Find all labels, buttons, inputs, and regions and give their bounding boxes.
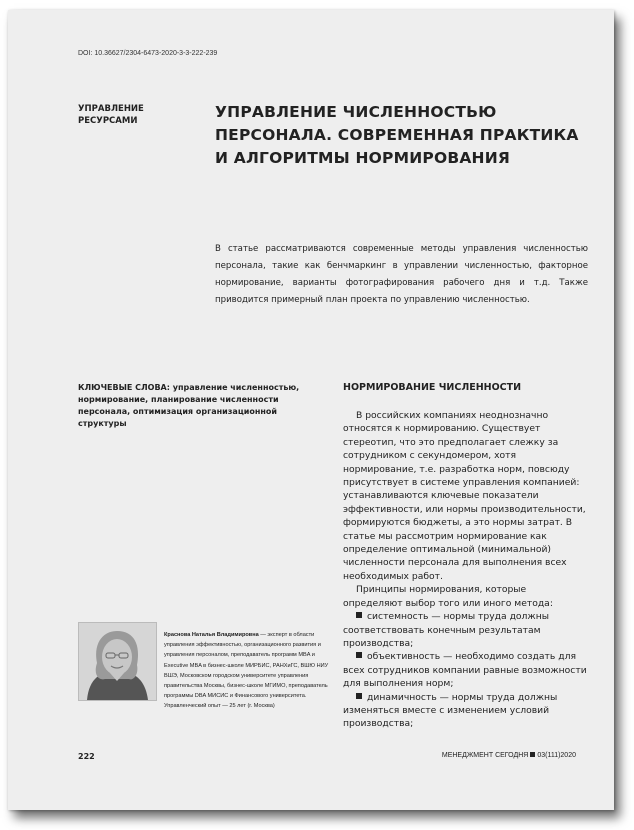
section-label-line1: УПРАВЛЕНИЕ	[78, 104, 144, 114]
journal-issue: 03(111)2020	[537, 752, 576, 759]
keywords: КЛЮЧЕВЫЕ СЛОВА: управление численностью, нормирование, планирование численности персонала, оптимизация организационной структуры	[78, 383, 300, 428]
paragraph-1: В российских компаниях неоднозначно относятся к нормированию. Существует стереотип, что это предполагает слежку за сотрудником с секундомером, хотя нормирование, т.е. разработка норм, повсюду присутствует в системе управления компанией: устанавливаются ключевые показатели эффективности, или нормы производительности, формируются бюджеты, а это нормы затрат. В статье мы рассмотрим нормирование как определение оптимальной (минимальной) численности персонала для выполнения всех необходимых работ.	[343, 410, 586, 582]
author-name: Краснова Наталья Владимировна	[164, 632, 259, 638]
abstract: В статье рассматриваются современные методы управления численностью персонала, такие как бенчмаркинг в управлении численностью, факторное нормирование, варианты фотографирования рабочего дня и т.д. Также приводится примерный план проекта по управлению численностью.	[215, 244, 588, 305]
paragraph-2: Принципы нормирования, которые определяют выбор того или иного метода:	[343, 584, 553, 609]
section-label-line2: РЕСУРСАМИ	[78, 116, 138, 126]
author-portrait-image	[79, 623, 156, 700]
section-heading: НОРМИРОВАНИЕ ЧИСЛЕННОСТИ	[343, 382, 522, 393]
bullet-text: объективность — необходимо создать для всех сотрудников компании равные возможности для выполнения норм;	[343, 651, 587, 690]
bullet-square-icon	[356, 652, 362, 658]
journal-name: МЕНЕДЖМЕНТ СЕГОДНЯ	[441, 752, 529, 759]
bullet-item	[343, 650, 588, 690]
bullet-text: системность — нормы труда должны соответствовать конечным результатам производства;	[343, 611, 549, 649]
bullet-item	[343, 610, 588, 650]
author-description: — эксперт в области управления эффективностью, организационного развития и управления персоналом, преподаватель программ MBA и Executive MBA в бизнес-школе МИРБИС, РАНХиГС, ВШЮ НИУ ВШЭ, Московском городском университете управления правительства Москвы, бизнес-школе МГИМО, преподаватель программы DBA МИСИС и Финансового университета. Управленческий опыт — 25 лет (г. Москва)	[164, 632, 329, 710]
doi-text: DOI: 10.36627/2304-6473-2020-3-3-222-239	[78, 50, 218, 57]
journal-page	[8, 10, 614, 810]
square-separator-icon	[530, 752, 535, 757]
journal-footer	[442, 752, 576, 759]
bullet-text: динамичность — нормы труда должны изменяться вместе с изменением условий производства;	[343, 691, 558, 730]
author-photo	[78, 622, 157, 701]
bullet-square-icon	[356, 693, 362, 699]
body-text	[343, 409, 588, 731]
page-number: 222	[78, 752, 95, 761]
section-label	[78, 103, 188, 127]
author-bio	[164, 630, 332, 712]
bullet-item	[343, 691, 588, 731]
bullet-square-icon	[356, 612, 362, 618]
article-title: УПРАВЛЕНИЕ ЧИСЛЕННОСТЬЮ ПЕРСОНАЛА. СОВРЕМЕННАЯ ПРАКТИКА И АЛГОРИТМЫ НОРМИРОВАНИЯ	[215, 103, 579, 167]
